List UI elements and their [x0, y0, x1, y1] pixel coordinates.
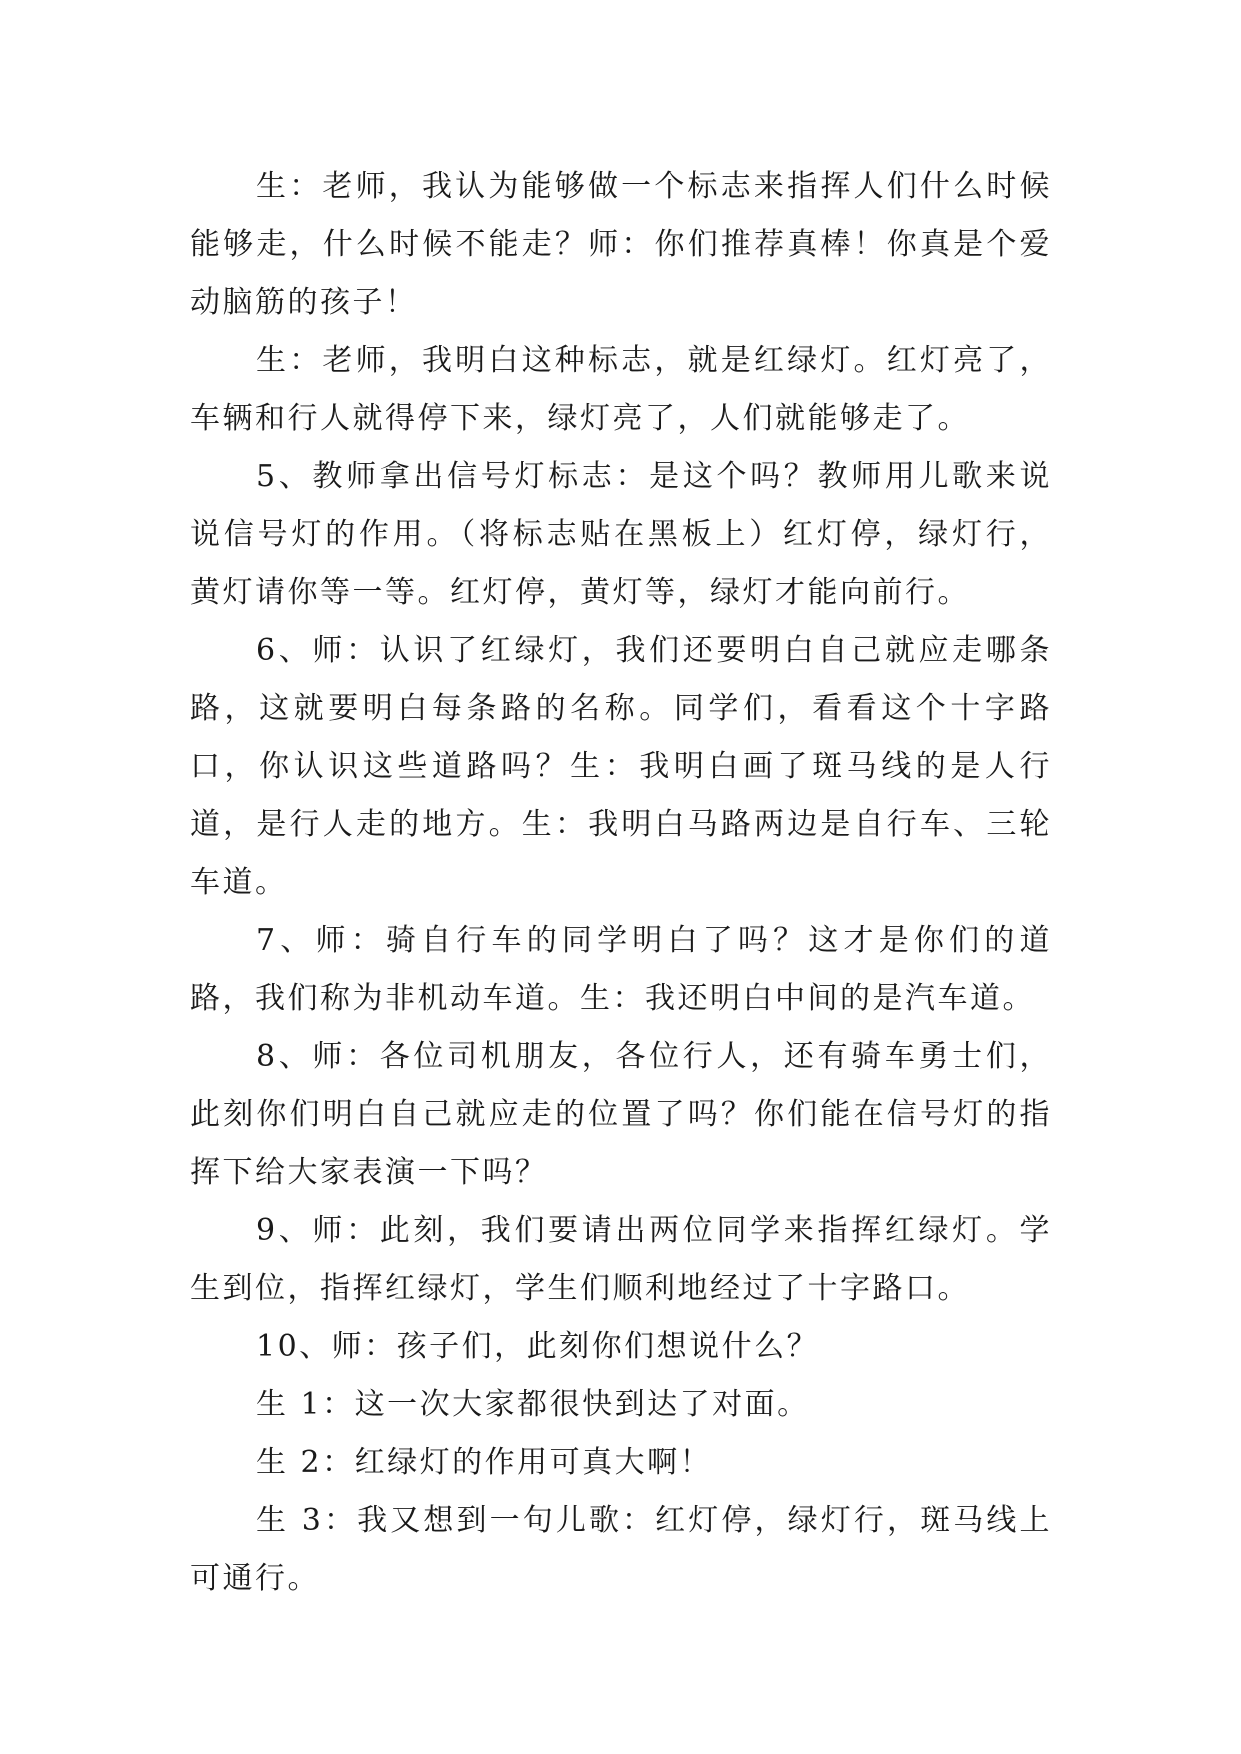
paragraph: 生：老师，我认为能够做一个标志来指挥人们什么时候能够走，什么时候不能走？师：你们推荐真棒！你真是个爱动脑筋的孩子！ — [190, 169, 1052, 320]
paragraph: 8、师：各位司机朋友，各位行人，还有骑车勇士们，此刻你们明白自己就应走的位置了吗？你们能在信号灯的指挥下给大家表演一下吗？ — [190, 1039, 1052, 1190]
document-body — [190, 158, 1052, 1608]
paragraph: 6、师：认识了红绿灯，我们还要明白自己就应走哪条路，这就要明白每条路的名称。同学们，看看这个十字路口，你认识这些道路吗？生：我明白画了斑马线的是人行道，是行人走的地方。生：我明白马路两边是自行车、三轮车道。 — [190, 633, 1052, 900]
paragraph: 生：老师，我明白这种标志，就是红绿灯。红灯亮了，车辆和行人就得停下来，绿灯亮了，人们就能够走了。 — [190, 343, 1052, 436]
paragraph: 7、师：骑自行车的同学明白了吗？这才是你们的道路，我们称为非机动车道。生：我还明白中间的是汽车道。 — [190, 923, 1052, 1016]
paragraph: 生 3：我又想到一句儿歌：红灯停，绿灯行，斑马线上可通行。 — [190, 1503, 1052, 1596]
paragraph: 生 2：红绿灯的作用可真大啊！ — [256, 1445, 713, 1480]
paragraph: 5、教师拿出信号灯标志：是这个吗？教师用儿歌来说说信号灯的作用。（将标志贴在黑板上）红灯停，绿灯行，黄灯请你等一等。红灯停，黄灯等，绿灯才能向前行。 — [190, 459, 1052, 610]
paragraph: 生 1：这一次大家都很快到达了对面。 — [256, 1387, 810, 1422]
paragraph: 10、师：孩子们，此刻你们想说什么？ — [256, 1329, 820, 1364]
paragraph: 9、师：此刻，我们要请出两位同学来指挥红绿灯。学生到位，指挥红绿灯，学生们顺利地经过了十字路口。 — [190, 1213, 1052, 1306]
